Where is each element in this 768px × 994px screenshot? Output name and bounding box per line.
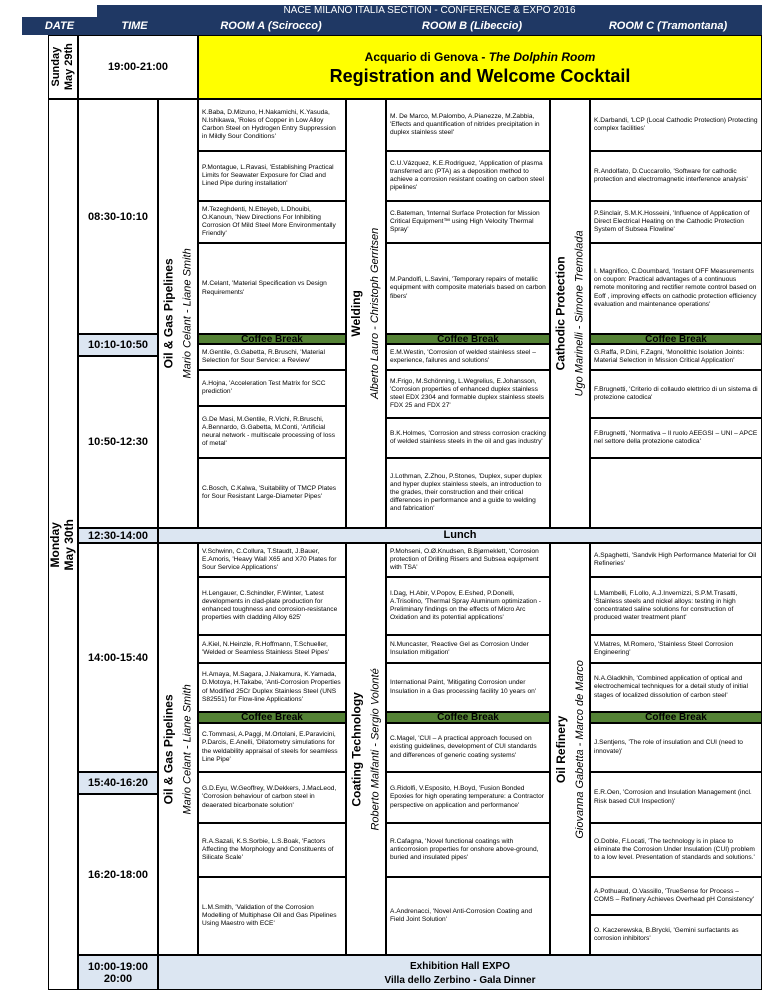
sunday-day: Sunday xyxy=(50,47,63,87)
paper-c-13: E.R.Oen, 'Corrosion and Insulation Management (incl. Risk based CUI Inspection)' xyxy=(590,772,762,823)
time-slot-2: 10:10-10:50 xyxy=(78,334,158,356)
time-slot-7: 16:20-18:00 xyxy=(78,794,158,955)
paper-c-16: O. Kaczerewska, B.Brycki, 'Gemini surfactants as corrosion inhibitors' xyxy=(590,915,762,955)
paper-b-13: C.Magel, 'CUI – A practical approach focused on existing guidelines, development of CUI standards and differences of generic coating systems' xyxy=(386,723,550,772)
session-c1-chairs: Ugo Marinelli - Simone Tremolada xyxy=(574,230,586,397)
paper-c-7: F.Brugnetti, 'Normativa – Il ruolo AEEGSI – UNI – APCE nel settore della protezione catodica' xyxy=(590,418,762,458)
paper-b-12: International Paint, 'Mitigating Corrosion under Insulation in a Gas processing facility 10 years on' xyxy=(386,663,550,712)
paper-c-6: F.Brugnetti, 'Criterio di collaudo elettrico di un sistema di protezione catodica' xyxy=(590,370,762,418)
sunday-title: Registration and Welcome Cocktail xyxy=(329,66,631,86)
monday-date-text: May 30th xyxy=(62,518,77,571)
sunday-venue: Acquario di Genova - The Dolphin Room xyxy=(364,50,596,64)
session-a1-chairs: Mario Celant - Liane Smith xyxy=(182,248,195,379)
session-a2-chairs: Mario Celant - Liane Smith xyxy=(182,683,195,815)
paper-a-2: P.Montague, L.Ravasi, 'Establishing Practical Limits for Seawater Exposure for Clad and Lined Pipe during installation' xyxy=(198,151,346,201)
monday-day: Monday xyxy=(48,521,63,568)
paper-a-3: M.Tezeghdenti, N.Etteyeb, L.Dhouibi, O.Kanoun, 'New Directions For Inhibiting Corrosion Of Mild Steel More Environmentally Friendly' xyxy=(198,201,346,243)
paper-a-7: G.De Masi, M.Gentile, R.Vichi, R.Bruschi, A.Bennardo, G.Gabetta, M.Conti, 'Artificial neural network - multiscale processing of loss of metal' xyxy=(198,406,346,458)
time-slot-3: 10:50-12:30 xyxy=(78,356,158,528)
paper-c-5: G.Raffa, P.Dini, F.Zagni, 'Monolithic Isolation Joints: Material Selection in Mission Critical Application' xyxy=(590,344,762,370)
paper-c-2: R.Andolfato, D.Cuccarollo, 'Software for cathodic protection and electromagnetic interference analysis' xyxy=(590,151,762,201)
coffee-break-a1: Coffee Break xyxy=(198,334,346,344)
paper-b-16: A.Andrenacci, 'Novel Anti-Corrosion Coating and Field Joint Solution' xyxy=(386,877,550,955)
sunday-time: 19:00-21:00 xyxy=(78,35,198,99)
session-a1-title: Oil & Gas Pipelines xyxy=(161,258,176,369)
time-slot-4: 12:30-14:00 xyxy=(78,528,158,543)
session-c2-title: Oil Refinery xyxy=(553,715,568,783)
paper-b-1: M. De Marco, M.Palombo, A.Pianezze, M.Zabbia, 'Effects and quantification of nitrides precipitation in duplex stainless steel' xyxy=(386,99,550,151)
paper-c-3: P.Sinclair, S.M.K.Hosseini, 'Influence of Application of Direct Electrical Heating on the Cathodic Protection System of Subsea Flowline' xyxy=(590,201,762,243)
sunday-date-text: May 29th xyxy=(63,43,76,91)
monday-date xyxy=(48,99,78,990)
time-header: TIME xyxy=(121,20,148,32)
paper-b-2: C.U.Vázquez, K.E.Rodriguez, 'Application of plasma transferred arc (PTA) as a deposition method to achieve a corrosion resistant coating on carbon steel pipelines' xyxy=(386,151,550,201)
session-a2-title: Oil & Gas Pipelines xyxy=(161,693,176,805)
session-c1-label xyxy=(550,99,590,528)
paper-b-4: M.Pandolfi, L.Savini, 'Temporary repairs of metallic equipment with composite materials based on carbon fibers' xyxy=(386,243,550,334)
coffee-break-a2: Coffee Break xyxy=(198,712,346,723)
paper-b-9: P.Mohseni, O.Ø.Knudsen, B.Bjørneklett, 'Corrosion protection of Drilling Risers and Subsea equipment with TSA' xyxy=(386,543,550,577)
session-a1-label xyxy=(158,99,198,528)
expo-label: Exhibition Hall EXPO xyxy=(409,961,510,972)
session-b1-chairs: Alberto Lauro - Christoph Gerritsen xyxy=(370,227,382,400)
paper-a-8: C.Bosch, C.Kalwa, 'Suitability of TMCP Plates for Sour Resistant Large-Diameter Pipes' xyxy=(198,458,346,528)
paper-a-1: K.Baba, D.Mizuno, H.Nakamichi, K.Yasuda, N.Ishikawa, 'Roles of Copper in Low Alloy Carbon Steel on Hydrogen Entry Suppression in Mildly Sour Conditions' xyxy=(198,99,346,151)
coffee-break-c2: Coffee Break xyxy=(590,712,762,723)
paper-b-7: B.K.Holmes, 'Corrosion and stress corrosion cracking of welded stainless steels in the oil and gas industry' xyxy=(386,418,550,458)
dinner-label: Villa dello Zerbino - Gala Dinner xyxy=(384,975,536,986)
session-c2-label xyxy=(550,543,590,955)
column-headers xyxy=(22,17,762,35)
sunday-event xyxy=(198,35,762,99)
coffee-break-b1: Coffee Break xyxy=(386,334,550,344)
paper-a-6: A.Hojna, 'Acceleration Test Matrix for SCC prediction' xyxy=(198,370,346,406)
paper-b-3: C.Bateman, 'Internal Surface Protection for Mission Critical Equipment™ using High Velocity Thermal Spray' xyxy=(386,201,550,243)
conference-banner: NACE MILANO ITALIA SECTION - CONFERENCE & EXPO 2016 xyxy=(97,5,762,17)
room-b-header: ROOM B (Libeccio) xyxy=(421,20,523,32)
session-b1-title: Welding xyxy=(349,290,364,337)
paper-a-15: R.A.Sazali, K.S.Sorbie, L.S.Boak, 'Factors Affecting the Morphology and Constituents of Silicate Scale' xyxy=(198,823,346,877)
room-a-header: ROOM A (Scirocco) xyxy=(220,20,322,32)
date-header: DATE xyxy=(44,20,75,32)
dinner-time: 20:00 xyxy=(103,972,133,985)
time-slot-5: 14:00-15:40 xyxy=(78,543,158,772)
paper-a-9: V.Schwinn, C.Collura, T.Staudt, J.Bauer, E.Amoris, 'Heavy Wall X65 and X70 Plates for Sour Service Applications' xyxy=(198,543,346,577)
time-slot-8 xyxy=(78,955,158,990)
paper-b-14: G.Ridolfi, V.Esposito, H.Boyd, 'Fusion Bonded Epoxies for high operating temperature: a Contractor perspective on application and performance' xyxy=(386,772,550,823)
sunday-date xyxy=(48,35,78,99)
paper-c-1: K.Darbandi, 'LCP (Local Cathodic Protection) Protecting complex facilities' xyxy=(590,99,762,151)
expo-dinner-bar xyxy=(158,955,762,990)
expo-time: 10:00-19:00 xyxy=(88,960,148,973)
session-b1-label xyxy=(346,99,386,528)
session-b2-title: Coating Technology xyxy=(349,691,364,807)
paper-a-4: M.Celant, 'Material Specification vs Design Requirements' xyxy=(198,243,346,334)
paper-c-4: I. Magnifico, C.Doumbard, 'Instant OFF Measurements on coupon: Practical advantages of a continuous remote monitoring and rectifier remote control based on Eoff , improving effects on cathodic protection efficiency evaluation and maintenance operations' xyxy=(590,243,762,334)
session-b2-label xyxy=(346,543,386,955)
paper-a-16: L.M.Smith, 'Validation of the Corrosion Modelling of Multiphase Oil and Gas Pipelines Using Maestro with ECE' xyxy=(198,877,346,955)
paper-c-15: A.Pothuaud, O.Vassillo, 'TrueSense for Process – COMS – Refinery Achieves Overhead pH Consistency' xyxy=(590,877,762,915)
session-b2-chairs: Roberto Malfanti - Sergio Volonté xyxy=(370,667,383,831)
paper-a-10: H.Lengauer, C.Schindler, F.Winter, 'Latest developments in clad-plate production for enhanced toughness and corrosion-resistance properties with cladding Alloy 625' xyxy=(198,577,346,635)
paper-c-12: J.Sentjens, 'The role of insulation and CUI (need to innovate)' xyxy=(590,723,762,772)
paper-c-empty xyxy=(590,458,762,528)
paper-b-8: J.Lothman, Z.Zhou, P.Stones, 'Duplex, super duplex and hyper duplex stainless steels, an introduction to the grades, their construction and their critical differences in performance and a guide to welding and fabrication' xyxy=(386,458,550,528)
session-c2-chairs: Giovanna Gabetta - Marco de Marco xyxy=(574,659,586,839)
session-c1-title: Cathodic Protection xyxy=(553,256,568,371)
lunch-bar: Lunch xyxy=(158,528,762,543)
time-slot-1: 08:30-10:10 xyxy=(78,99,158,334)
paper-a-14: G.D.Eyu, W.Geoffrey, W.Dekkers, J.MacLeod, 'Corrosion behaviour of carbon steel in deaerated bicarbonate solution' xyxy=(198,772,346,823)
paper-c-10: V.Matres, M.Romero, 'Stainless Steel Corrosion Engineering' xyxy=(590,635,762,663)
room-c-header: ROOM C (Tramontana) xyxy=(608,20,728,32)
paper-b-15: R.Cafagna, 'Novel functional coatings with anticorrosion properties for onshore above-ground, buried and insulated pipes' xyxy=(386,823,550,877)
paper-b-10: I.Dag, H.Abir, V.Popov, E.Eshed, P.Donelli, A.Trisolino, 'Thermal Spray Aluminum optimization - Preliminary findings on the effects of Micro Arc Oxidation and its potential applications' xyxy=(386,577,550,635)
paper-b-5: E.M.Westin, 'Corrosion of welded stainless steel – experience, failures and solutions' xyxy=(386,344,550,370)
paper-c-8: A.Spaghetti, 'Sandvik High Performance Material for Oil Refineries' xyxy=(590,543,762,577)
paper-a-11: A.Kiel, N.Heinzle, R.Hoffmann, T.Schueller, 'Welded or Seamless Stainless Steel Pipes' xyxy=(198,635,346,663)
paper-b-6: M.Frigo, M.Schönning, L.Wegrelius, E.Johansson, 'Corrosion properties of enhanced duplex stainless steel EDX 2304 and formable duplex stainless steels FDX 25 and FDX 27' xyxy=(386,370,550,418)
coffee-break-c1: Coffee Break xyxy=(590,334,762,344)
session-a2-label xyxy=(158,543,198,955)
paper-a-13: C.Tommasi, A.Paggi, M.Ortolani, E.Paravicini, P.Darcis, E.Anelli, 'Dilatometry simulations for the weldability appraisal of steels for seamless Line Pipe' xyxy=(198,723,346,772)
paper-c-11: N.A.Gladkhih, 'Combined application of optical and electrochemical techniques for a detail study of initial stages of localized dissolution of carbon steel' xyxy=(590,663,762,712)
paper-c-9: L.Mambelli, F.Lollo, A.J.Invernizzi, S.P.M.Trasatti, 'Stainless steels and nickel alloys: testing in high concentrated saline solutions for construction of produced water treatment plant' xyxy=(590,577,762,635)
paper-c-14: O.Doble, F.Locati, 'The technology is in place to eliminate the Corrosion Under Insulation (CUI) problem to a low level. Presentation of standards and solutions.' xyxy=(590,823,762,877)
coffee-break-b2: Coffee Break xyxy=(386,712,550,723)
time-slot-6: 15:40-16:20 xyxy=(78,772,158,794)
paper-a-12: H.Amaya, M.Sagara, J.Nakamura, K.Yamada, D.Motoya, H.Takabe, 'Anti-Corrosion Properties of Modified 25Cr Duplex Stainless Steel (UNS S82551) for Flow-line Applications' xyxy=(198,663,346,712)
paper-b-11: N.Muncaster, 'Reactive Gel as Corrosion Under Insulation mitigation' xyxy=(386,635,550,663)
paper-a-5: M.Gentile, G.Gabetta, R.Bruschi, 'Material Selection for Sour Service: a Review' xyxy=(198,344,346,370)
